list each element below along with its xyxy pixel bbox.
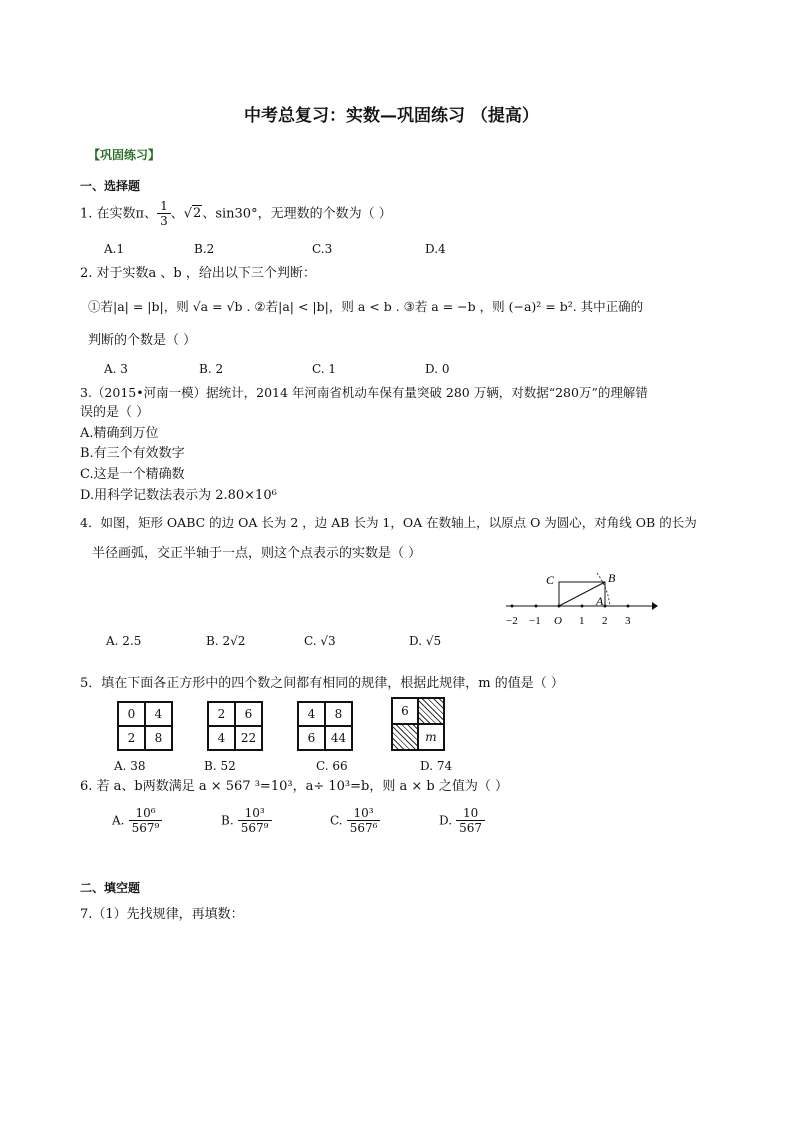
q2-line1: 2. 对于实数a 、b ，给出以下三个判断： bbox=[80, 266, 316, 281]
frac-den: 567⁶ bbox=[349, 821, 378, 836]
frac-den: 567⁹ bbox=[240, 821, 269, 836]
q3-option-a: A.精确到万位 bbox=[80, 426, 159, 441]
q4-option-a: A. 2.5 bbox=[106, 634, 142, 648]
q4-option-d: D. √5 bbox=[409, 634, 442, 648]
part2-heading: 二、填空题 bbox=[80, 881, 141, 895]
label-a: A bbox=[596, 594, 604, 608]
sq1-cell: 2 bbox=[118, 726, 145, 750]
q6-option-d bbox=[439, 806, 485, 836]
q1-stem bbox=[80, 199, 392, 229]
sq2-cell: 2 bbox=[208, 702, 235, 726]
tick-3: 3 bbox=[625, 615, 631, 627]
q1-frac-den: 3 bbox=[160, 214, 168, 229]
sq2-cell: 6 bbox=[235, 702, 262, 726]
q6-option-b-label: B. bbox=[221, 813, 234, 828]
sqrt-sign: √ bbox=[183, 206, 193, 222]
sq3-cell: 44 bbox=[325, 726, 352, 750]
q2-option-b: B. 2 bbox=[199, 362, 224, 376]
frac-num: 10⁶ bbox=[129, 806, 163, 821]
q6-line1: 6. 若 a、b两数满足 a × 567 ³=10³，a÷ 10³=b，则 a × b 之值为（ ） bbox=[80, 779, 508, 794]
q1-option-d: D.4 bbox=[425, 242, 446, 256]
q5-option-a: A. 38 bbox=[114, 759, 146, 773]
q7-line1: 7.（1）先找规律，再填数： bbox=[80, 907, 244, 922]
tick-neg1: −1 bbox=[529, 615, 541, 627]
q2-line3: 判断的个数是（ ） bbox=[88, 333, 197, 348]
number-square-3 bbox=[297, 701, 353, 751]
sq3-cell: 4 bbox=[298, 702, 325, 726]
q4-line1: 4．如图，矩形 OABC 的边 OA 长为 2 ，边 AB 长为 1，OA 在数轴上，以原点 O 为圆心，对角线 OB 的长为 bbox=[80, 515, 697, 530]
q6-option-a bbox=[112, 806, 162, 836]
number-square-4 bbox=[391, 697, 445, 751]
q3-line1: 3.（2015•河南一模）据统计，2014 年河南省机动车保有量突破 280 万辆，对数据“280万”的理解错 bbox=[80, 385, 648, 400]
section-tag: 【巩固练习】 bbox=[88, 148, 161, 162]
sq3-cell: 6 bbox=[298, 726, 325, 750]
q3-option-c: C.这是一个精确数 bbox=[80, 467, 185, 482]
sq4-hatched-cell bbox=[418, 698, 444, 724]
q6-option-d-label: D. bbox=[439, 813, 453, 828]
q6-option-a-label: A. bbox=[112, 813, 125, 828]
sq4-cell: 6 bbox=[392, 698, 418, 724]
label-b: B bbox=[608, 571, 616, 585]
q3-option-b: B.有三个有效数字 bbox=[80, 446, 185, 461]
q2-option-c: C. 1 bbox=[312, 362, 337, 376]
q6-option-b-fraction bbox=[238, 806, 272, 836]
q2-option-a: A. 3 bbox=[104, 362, 128, 376]
tick-1: 1 bbox=[579, 615, 585, 627]
q6-option-d-fraction bbox=[456, 806, 485, 836]
frac-num: 10³ bbox=[347, 806, 381, 821]
sq2-cell: 4 bbox=[208, 726, 235, 750]
sq4-cell-m: m bbox=[418, 724, 444, 750]
q6-option-b bbox=[221, 806, 272, 836]
q6-option-c-label: C. bbox=[330, 813, 343, 828]
frac-num: 10³ bbox=[238, 806, 272, 821]
q3-option-d: D.用科学记数法表示为 2.80×10⁶ bbox=[80, 488, 277, 503]
q1-suffix: 、sin30°，无理数的个数为（ ） bbox=[202, 206, 392, 222]
page-title: 中考总复习：实数—巩固练习 （提高） bbox=[244, 106, 539, 126]
q1-frac-num: 1 bbox=[157, 199, 171, 214]
sq2-cell: 22 bbox=[235, 726, 262, 750]
sq1-cell: 4 bbox=[145, 702, 172, 726]
q5-line1: 5．填在下面各正方形中的四个数之间都有相同的规律，根据此规律，m 的值是（ ） bbox=[80, 676, 564, 691]
q5-option-d: D. 74 bbox=[420, 759, 453, 773]
q4-number-line-figure bbox=[500, 568, 660, 630]
axis-arrow-icon bbox=[652, 602, 658, 610]
q5-option-b: B. 52 bbox=[204, 759, 236, 773]
q4-line2: 半径画弧，交正半轴于一点，则这个点表示的实数是（ ） bbox=[92, 546, 422, 561]
q1-fraction bbox=[157, 199, 171, 229]
sq3-cell: 8 bbox=[325, 702, 352, 726]
q2-line2: ①若|a| = |b|，则 √a = √b . ②若|a| < |b|，则 a < b . ③若 a = −b ，则 (−a)² = b². 其中正确的 bbox=[88, 299, 644, 314]
q1-mid: 、 bbox=[170, 206, 184, 222]
part1-heading: 一、选择题 bbox=[80, 179, 141, 193]
q5-option-c: C. 66 bbox=[316, 759, 348, 773]
q3-line2: 误的是（ ） bbox=[80, 405, 150, 420]
frac-num: 10 bbox=[456, 806, 485, 821]
q1-option-a: A.1 bbox=[104, 242, 125, 256]
q6-option-c bbox=[330, 806, 380, 836]
tick-neg2: −2 bbox=[506, 615, 518, 627]
q6-option-c-fraction bbox=[347, 806, 381, 836]
number-square-2 bbox=[207, 701, 263, 751]
q4-option-b: B. 2√2 bbox=[206, 634, 246, 648]
tick-2: 2 bbox=[602, 615, 608, 627]
sq1-cell: 8 bbox=[145, 726, 172, 750]
q1-option-b: B.2 bbox=[194, 242, 215, 256]
q4-option-c: C. √3 bbox=[304, 634, 336, 648]
sq1-cell: 0 bbox=[118, 702, 145, 726]
q1-option-c: C.3 bbox=[312, 242, 333, 256]
frac-den: 567 bbox=[459, 821, 483, 836]
tick-origin: O bbox=[554, 615, 562, 627]
q1-sqrt-arg: 2 bbox=[193, 206, 202, 222]
label-c: C bbox=[546, 573, 555, 587]
number-square-1 bbox=[117, 701, 173, 751]
q2-option-d: D. 0 bbox=[425, 362, 450, 376]
sq4-hatched-cell bbox=[392, 724, 418, 750]
q1-prefix: 1. 在实数π、 bbox=[80, 206, 158, 222]
frac-den: 567⁹ bbox=[131, 821, 160, 836]
q6-option-a-fraction bbox=[129, 806, 163, 836]
